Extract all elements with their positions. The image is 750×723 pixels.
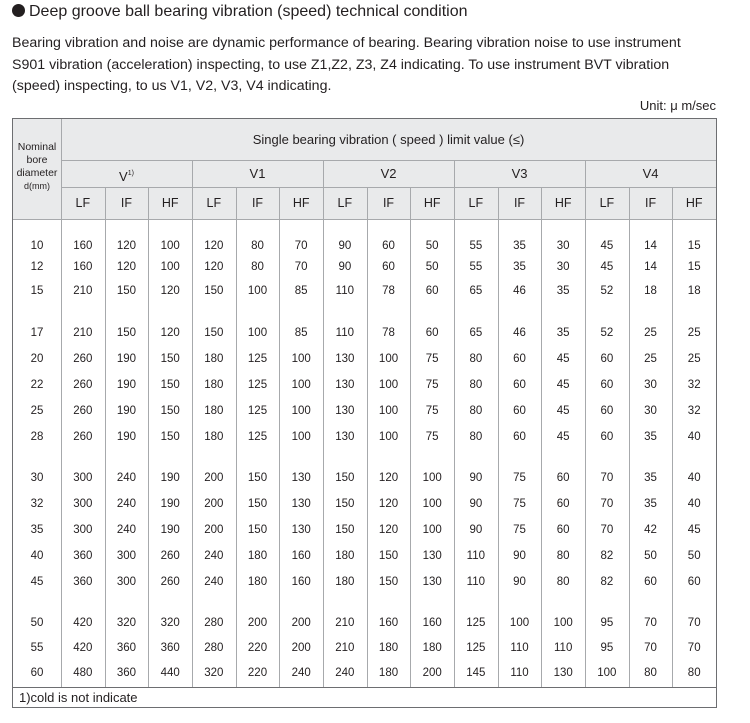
table-cell: 50 (644, 550, 657, 562)
table-cell: 180 (247, 550, 268, 562)
table-cell: 25 (687, 353, 701, 365)
table-cell: 75 (425, 353, 439, 365)
table-cell: 52 (600, 327, 614, 339)
table-cell: 200 (204, 472, 224, 484)
table-cell: 46 (513, 327, 526, 339)
column-header: HF (554, 196, 572, 210)
table-cell: 65 (469, 285, 483, 297)
series-header-label: V4 (642, 166, 659, 181)
column-header: IF (251, 196, 264, 210)
series-header-label: V2 (380, 166, 397, 181)
table-cell: 25 (644, 353, 657, 365)
column-header: HF (292, 196, 310, 210)
table-cell: 75 (513, 524, 526, 536)
table-cell: 46 (513, 285, 526, 297)
table-cell: 25 (644, 327, 657, 339)
bore-diameter-cell: 10 (30, 240, 44, 252)
table-cell: 35 (513, 261, 526, 273)
table-cell: 260 (73, 405, 93, 417)
table-cell: 50 (425, 240, 439, 252)
table-cell: 40 (687, 431, 701, 443)
column-header: IF (382, 196, 395, 210)
bore-diameter-cell: 17 (30, 327, 44, 339)
table-cell: 30 (644, 379, 657, 391)
table-cell: 125 (466, 617, 486, 629)
table-cell: 78 (382, 285, 395, 297)
table-cell: 100 (378, 353, 399, 365)
table-cell: 360 (73, 576, 93, 588)
series-header (192, 160, 323, 187)
table-cell: 65 (469, 327, 483, 339)
series-header-note: 1) (127, 170, 134, 177)
header-bottom-divider (13, 219, 716, 220)
table-cell: 210 (335, 617, 355, 629)
table-cell: 50 (425, 261, 439, 273)
table-cell: 35 (556, 285, 570, 297)
table-cell: 150 (116, 327, 137, 339)
table-cell: 70 (644, 642, 657, 654)
table-cell: 120 (378, 472, 399, 484)
table-cell: 200 (204, 498, 224, 510)
table-cell: 440 (160, 667, 180, 679)
table-cell: 80 (251, 261, 264, 273)
table-cell: 300 (116, 550, 137, 562)
table-cell: 90 (469, 472, 483, 484)
table-cell: 120 (116, 261, 137, 273)
table-cell: 320 (160, 617, 180, 629)
table-cell: 280 (204, 642, 224, 654)
table-cell: 75 (513, 472, 526, 484)
table-cell: 180 (204, 405, 224, 417)
bore-diameter-cell: 45 (30, 576, 44, 588)
table-cell: 160 (422, 617, 442, 629)
footnote: 1)cold is not indicate (13, 687, 716, 707)
table-cell: 80 (644, 667, 657, 679)
table-cell: 100 (291, 405, 311, 417)
table-cell: 130 (335, 353, 355, 365)
table-cell: 90 (338, 261, 352, 273)
bore-diameter-cell: 32 (30, 498, 44, 510)
table-cell: 95 (600, 642, 614, 654)
bore-diameter-cell: 25 (30, 405, 44, 417)
table-cell: 70 (294, 261, 308, 273)
table-cell: 150 (247, 524, 268, 536)
table-cell: 100 (422, 498, 442, 510)
bore-diameter-cell: 15 (30, 285, 44, 297)
intro-line: (speed) inspecting, to us V1, V2, V3, V4 indicating. (12, 78, 332, 94)
table-cell: 60 (556, 472, 570, 484)
table-cell: 420 (73, 642, 93, 654)
table-cell: 110 (335, 327, 355, 339)
table-cell: 320 (116, 617, 137, 629)
title-text: Deep groove ball bearing vibration (speed) technical condition (29, 3, 468, 20)
table-cell: 150 (160, 353, 180, 365)
table-cell: 130 (291, 524, 311, 536)
bore-diameter-cell: 28 (30, 431, 44, 443)
table-cell: 35 (644, 431, 657, 443)
table-cell: 100 (247, 327, 268, 339)
table-cell: 32 (687, 405, 701, 417)
table-cell: 260 (160, 550, 180, 562)
column-header: LF (337, 196, 353, 210)
table-cell: 150 (247, 498, 268, 510)
table-cell: 55 (469, 261, 483, 273)
table-cell: 45 (556, 405, 570, 417)
bore-diameter-cell: 40 (30, 550, 44, 562)
table-cell: 360 (160, 642, 180, 654)
table-cell: 90 (513, 550, 526, 562)
table-cell: 60 (600, 353, 614, 365)
table-cell: 180 (335, 576, 355, 588)
table-cell: 45 (556, 431, 570, 443)
table-cell: 80 (469, 405, 483, 417)
column-header: HF (161, 196, 179, 210)
table-cell: 100 (291, 353, 311, 365)
table-cell: 200 (291, 642, 311, 654)
table-cell: 120 (204, 261, 224, 273)
table-cell: 160 (291, 576, 311, 588)
bore-header-line: bore (26, 154, 48, 166)
table-cell: 45 (556, 379, 570, 391)
table-cell: 70 (600, 524, 614, 536)
bore-diameter-header (13, 141, 61, 193)
table-cell: 80 (251, 240, 264, 252)
table-cell: 60 (382, 261, 395, 273)
table-cell: 70 (294, 240, 308, 252)
table-cell: 300 (73, 498, 93, 510)
table-cell: 100 (378, 431, 399, 443)
table-cell: 150 (204, 327, 224, 339)
table-cell: 260 (73, 431, 93, 443)
table-cell: 150 (160, 405, 180, 417)
table-cell: 100 (422, 472, 442, 484)
table-cell: 80 (687, 667, 701, 679)
series-header (454, 160, 585, 187)
bore-diameter-cell: 55 (30, 642, 44, 654)
column-header: IF (120, 196, 133, 210)
series-header (61, 160, 192, 187)
table-cell: 45 (556, 353, 570, 365)
table-cell: 210 (73, 327, 93, 339)
table-cell: 70 (687, 642, 701, 654)
table-cell: 190 (116, 353, 137, 365)
table-cell: 150 (160, 379, 180, 391)
table-cell: 300 (116, 576, 137, 588)
table-cell: 60 (600, 431, 614, 443)
table-cell: 260 (73, 353, 93, 365)
table-cell: 14 (644, 261, 657, 273)
table-cell: 125 (247, 405, 268, 417)
table-cell: 190 (160, 472, 180, 484)
limit-value-header: Single bearing vibration ( speed ) limit value (≤) (252, 132, 525, 147)
table-cell: 90 (469, 524, 483, 536)
table-cell: 80 (556, 576, 570, 588)
table-cell: 60 (425, 327, 439, 339)
table-cell: 40 (687, 472, 701, 484)
table-cell: 100 (378, 379, 399, 391)
table-cell: 160 (291, 550, 311, 562)
table-cell: 300 (73, 472, 93, 484)
table-cell: 45 (600, 261, 614, 273)
table-cell: 320 (204, 667, 224, 679)
column-header: LF (206, 196, 222, 210)
vibration-table (12, 118, 717, 708)
table-cell: 14 (644, 240, 657, 252)
table-cell: 120 (204, 240, 224, 252)
table-cell: 60 (556, 524, 570, 536)
table-cell: 150 (116, 285, 137, 297)
table-cell: 100 (553, 617, 573, 629)
table-cell: 150 (247, 472, 268, 484)
table-cell: 120 (378, 498, 399, 510)
table-cell: 125 (247, 353, 268, 365)
table-cell: 150 (335, 524, 355, 536)
table-cell: 180 (247, 576, 268, 588)
table-cell: 260 (73, 379, 93, 391)
bore-diameter-cell: 60 (30, 667, 44, 679)
series-header (323, 160, 454, 187)
intro-line: Bearing vibration and noise are dynamic performance of bearing. Bearing vibration noise to use instrument (12, 35, 681, 51)
table-cell: 75 (513, 498, 526, 510)
column-header: LF (468, 196, 484, 210)
table-cell: 50 (687, 550, 701, 562)
table-cell: 35 (644, 498, 657, 510)
table-cell: 240 (204, 576, 224, 588)
table-cell: 150 (335, 498, 355, 510)
bore-diameter-cell: 30 (30, 472, 44, 484)
table-cell: 95 (600, 617, 614, 629)
table-cell: 90 (338, 240, 352, 252)
table-cell: 200 (204, 524, 224, 536)
bore-diameter-cell: 50 (30, 617, 44, 629)
table-cell: 60 (513, 379, 526, 391)
table-cell: 80 (469, 379, 483, 391)
table-cell: 100 (291, 431, 311, 443)
table-cell: 120 (160, 285, 180, 297)
table-cell: 130 (291, 498, 311, 510)
table-cell: 110 (466, 550, 486, 562)
table-cell: 42 (644, 524, 657, 536)
table-cell: 82 (600, 576, 614, 588)
table-cell: 35 (513, 240, 526, 252)
table-cell: 130 (335, 431, 355, 443)
table-cell: 100 (247, 285, 268, 297)
table-cell: 180 (204, 379, 224, 391)
table-cell: 90 (513, 576, 526, 588)
table-cell: 150 (378, 550, 399, 562)
table-cell: 200 (422, 667, 442, 679)
table-cell: 160 (73, 240, 93, 252)
table-cell: 130 (422, 576, 442, 588)
table-cell: 150 (378, 576, 399, 588)
table-cell: 80 (469, 353, 483, 365)
table-cell: 100 (509, 617, 530, 629)
table-cell: 120 (160, 327, 180, 339)
unit-label: Unit: μ m/sec (639, 98, 716, 113)
table-cell: 45 (687, 524, 701, 536)
table-cell: 82 (600, 550, 614, 562)
bore-diameter-cell: 20 (30, 353, 44, 365)
table-cell: 150 (160, 431, 180, 443)
table-cell: 60 (513, 431, 526, 443)
table-cell: 35 (644, 472, 657, 484)
column-header: IF (513, 196, 526, 210)
table-cell: 60 (600, 405, 614, 417)
table-cell: 190 (116, 431, 137, 443)
bore-diameter-cell: 22 (30, 379, 44, 391)
table-cell: 60 (644, 576, 657, 588)
table-cell: 180 (204, 431, 224, 443)
table-cell: 15 (687, 240, 701, 252)
table-cell: 130 (335, 379, 355, 391)
table-cell: 180 (378, 642, 399, 654)
table-cell: 32 (687, 379, 701, 391)
table-cell: 240 (116, 524, 137, 536)
table-cell: 75 (425, 405, 439, 417)
column-header: HF (423, 196, 441, 210)
table-cell: 190 (160, 498, 180, 510)
table-cell: 160 (73, 261, 93, 273)
table-cell: 180 (378, 667, 399, 679)
table-cell: 100 (378, 405, 399, 417)
intro-paragraph (12, 33, 732, 98)
column-header: LF (599, 196, 615, 210)
table-cell: 60 (556, 498, 570, 510)
table-cell: 60 (513, 405, 526, 417)
table-cell: 280 (204, 617, 224, 629)
table-cell: 110 (510, 667, 529, 679)
table-cell: 180 (422, 642, 442, 654)
table-cell: 75 (425, 431, 439, 443)
table-cell: 220 (247, 667, 268, 679)
table-cell: 90 (469, 498, 483, 510)
table-cell: 110 (335, 285, 355, 297)
table-cell: 145 (466, 667, 486, 679)
table-cell: 420 (73, 617, 93, 629)
table-cell: 150 (204, 285, 224, 297)
table-cell: 300 (73, 524, 93, 536)
column-header: LF (75, 196, 91, 210)
table-cell: 190 (116, 405, 137, 417)
table-cell: 210 (335, 642, 355, 654)
table-cell: 240 (116, 472, 137, 484)
table-cell: 190 (160, 524, 180, 536)
table-cell: 110 (554, 642, 573, 654)
table-cell: 30 (556, 240, 570, 252)
table-cell: 130 (553, 667, 573, 679)
table-cell: 130 (291, 472, 311, 484)
table-cell: 45 (600, 240, 614, 252)
table-cell: 78 (382, 327, 395, 339)
intro-line: S901 vibration (acceleration) inspecting, to use Z1,Z2, Z3, Z4 indicating. To use instrument BVT vibration (12, 56, 670, 73)
table-cell: 80 (556, 550, 570, 562)
table-cell: 125 (247, 379, 268, 391)
table-cell: 60 (382, 240, 395, 252)
table-cell: 52 (600, 285, 614, 297)
table-cell: 70 (600, 472, 614, 484)
bore-diameter-cell: 35 (30, 524, 44, 536)
table-cell: 130 (422, 550, 442, 562)
series-header-label: V1 (249, 166, 266, 181)
table-cell: 180 (335, 550, 355, 562)
table-cell: 30 (644, 405, 657, 417)
table-cell: 55 (469, 240, 483, 252)
table-cell: 25 (687, 327, 701, 339)
table-cell: 85 (294, 327, 308, 339)
table-cell: 240 (204, 550, 224, 562)
table-cell: 260 (160, 576, 180, 588)
table-cell: 60 (600, 379, 614, 391)
table-cell: 70 (687, 617, 701, 629)
table-cell: 15 (687, 261, 701, 273)
table-cell: 160 (378, 617, 399, 629)
table-cell: 30 (556, 261, 570, 273)
page-title (12, 2, 468, 22)
table-cell: 18 (687, 285, 701, 297)
table-cell: 18 (644, 285, 657, 297)
table-cell: 80 (469, 431, 483, 443)
bore-header-line: d(mm) (24, 181, 50, 191)
table-cell: 130 (335, 405, 355, 417)
column-header: IF (644, 196, 657, 210)
table-cell: 100 (291, 379, 311, 391)
table-cell: 200 (247, 617, 268, 629)
table-cell: 60 (425, 285, 439, 297)
table-cell: 60 (687, 576, 701, 588)
table-cell: 125 (247, 431, 268, 443)
table-cell: 180 (204, 353, 224, 365)
table-cell: 100 (160, 240, 180, 252)
table-cell: 85 (294, 285, 308, 297)
table-cell: 150 (335, 472, 355, 484)
table-cell: 120 (116, 240, 137, 252)
series-header (585, 160, 716, 187)
table-cell: 240 (335, 667, 355, 679)
table-cell: 240 (291, 667, 311, 679)
table-cell: 100 (160, 261, 180, 273)
table-cell: 70 (644, 617, 657, 629)
series-header-label: V (119, 169, 128, 184)
table-cell: 40 (687, 498, 701, 510)
table-cell: 110 (466, 576, 486, 588)
table-cell: 125 (466, 642, 486, 654)
table-cell: 360 (116, 667, 137, 679)
table-cell: 360 (73, 550, 93, 562)
table-cell: 480 (73, 667, 93, 679)
table-cell: 210 (73, 285, 93, 297)
column-header: HF (685, 196, 703, 210)
table-cell: 120 (378, 524, 399, 536)
bullet-icon (12, 4, 25, 17)
series-header-label: V3 (511, 166, 528, 181)
table-cell: 70 (600, 498, 614, 510)
table-cell: 360 (116, 642, 137, 654)
bore-diameter-cell: 12 (30, 261, 44, 273)
table-cell: 35 (556, 327, 570, 339)
table-cell: 75 (425, 379, 439, 391)
table-cell: 190 (116, 379, 137, 391)
table-cell: 100 (597, 667, 617, 679)
bore-header-line: diameter (16, 167, 58, 179)
table-cell: 100 (422, 524, 442, 536)
table-cell: 200 (291, 617, 311, 629)
table-cell: 60 (513, 353, 526, 365)
table-cell: 240 (116, 498, 137, 510)
table-cell: 110 (510, 642, 529, 654)
table-cell: 220 (247, 642, 268, 654)
bore-header-line: Nominal (17, 141, 57, 153)
